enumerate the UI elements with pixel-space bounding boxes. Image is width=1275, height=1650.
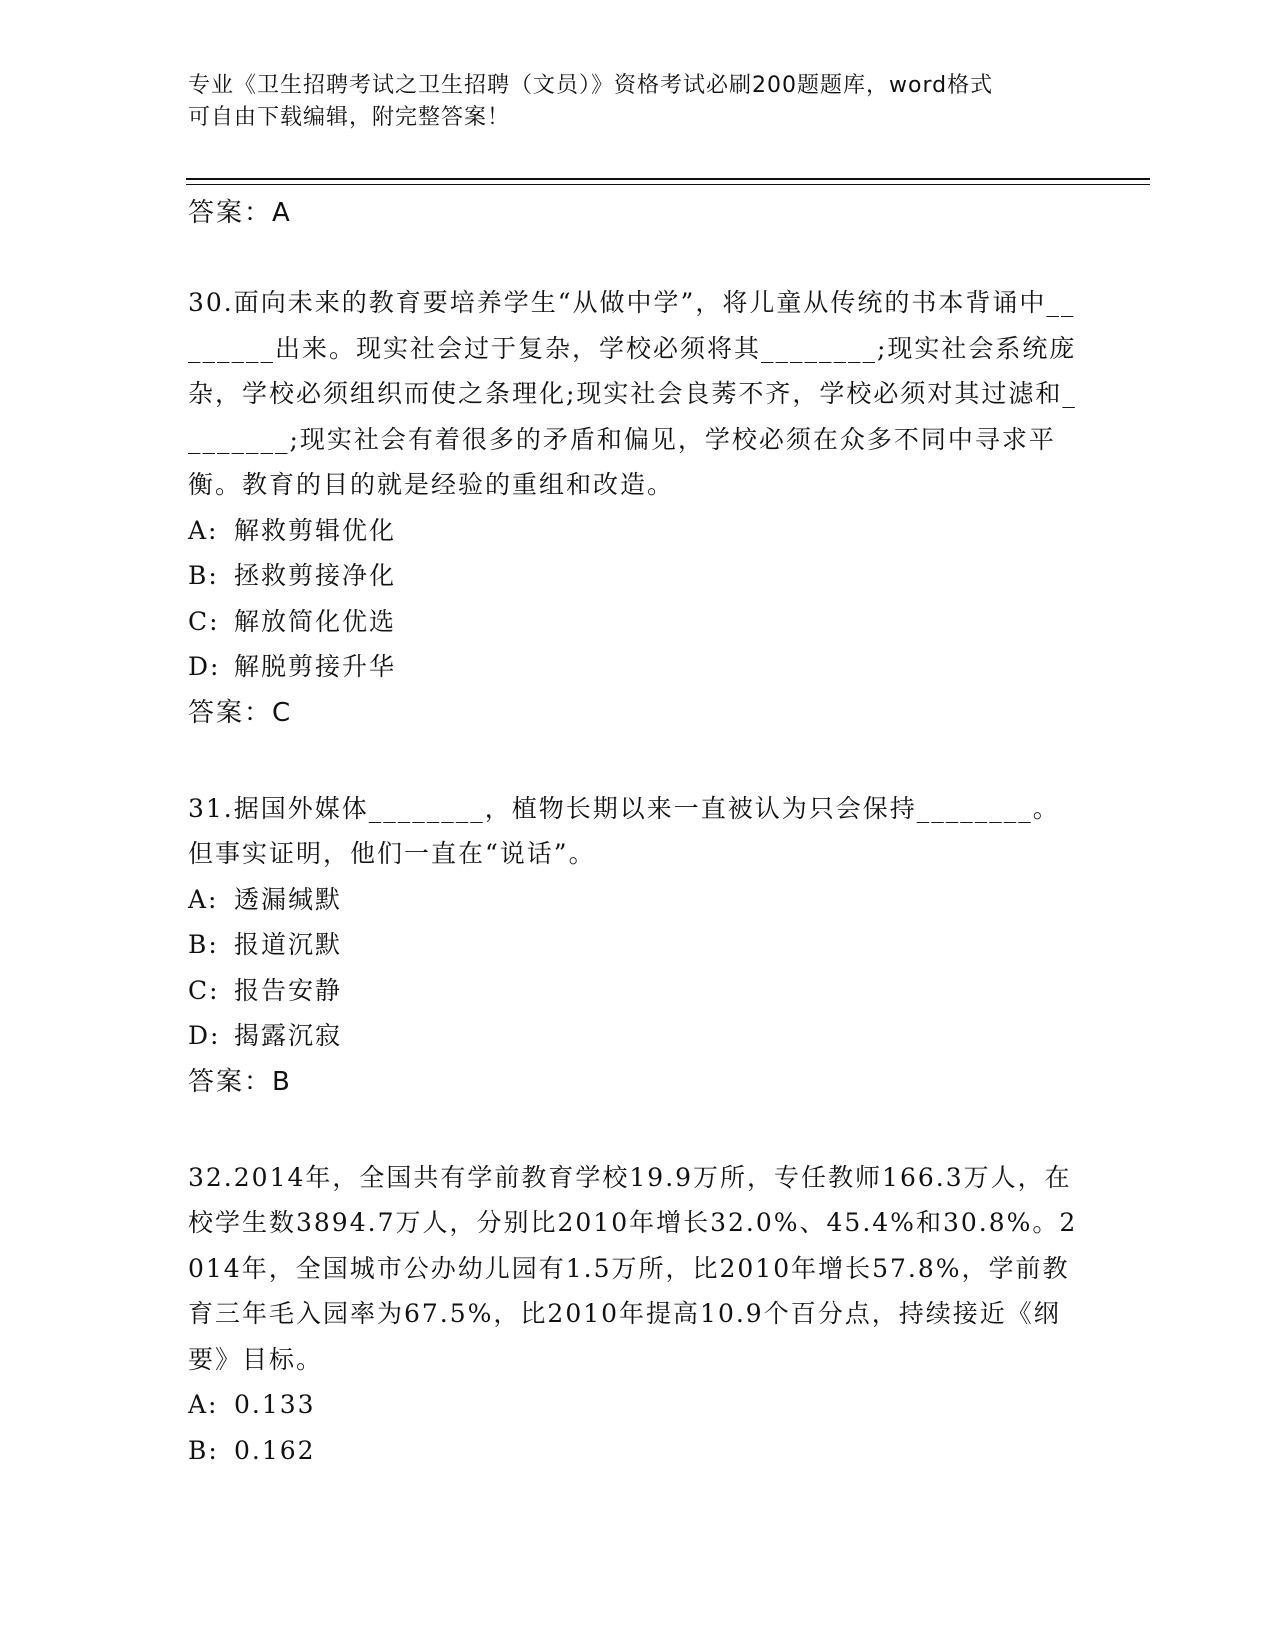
answer-value: A: [272, 198, 292, 228]
answer-prefix: 答案：: [188, 1066, 273, 1097]
option-text: 解救剪辑优化: [234, 515, 397, 545]
option-text: 解放简化优选: [234, 606, 397, 636]
option-letter: D:: [188, 652, 221, 681]
answer-line: [188, 1059, 1078, 1105]
question-text: 32.2014年，全国共有学前教育学校19.9万所，专任教师166.3万人，在校学生数3894.7万人，分别比2010年增长32.0%、45.4%和30.8%。2014年，全国城市公办幼儿园有1.5万所，比2010年增长57.8%，学前教育三年毛入园率为67.5%，比2010年提高10.9个百分点，持续接近《纲要》目标。: [188, 1162, 1078, 1374]
answer-line: [188, 690, 1078, 736]
option-text: 拯救剪接净化: [234, 561, 397, 590]
document-header: [188, 70, 1068, 134]
option-letter: A:: [188, 515, 219, 545]
option-b: [188, 922, 1078, 968]
header-rule-thin: [186, 184, 1150, 185]
option-text: 解脱剪接升华: [234, 652, 397, 681]
answer-value: C: [272, 697, 293, 728]
option-text: 0.162: [234, 1435, 316, 1465]
answer-value: B: [272, 1066, 292, 1097]
spacer: [188, 736, 1078, 786]
spacer: [188, 236, 1078, 286]
option-a: [188, 508, 1078, 554]
question-block: [188, 1155, 1078, 1474]
option-letter: A:: [188, 884, 219, 914]
question-text: 31.据国外媒体________，植物长期以来一直被认为只会保持________。但事实证明，他们一直在“说话”。: [188, 793, 1060, 868]
answer-prefix: 答案：: [188, 697, 273, 728]
question-block: [188, 786, 1078, 1105]
option-letter: C:: [188, 975, 220, 1005]
option-d: [188, 644, 1078, 690]
question-block: [188, 280, 1078, 736]
header-line-2: 可自由下载编辑，附完整答案！: [188, 105, 511, 130]
header-line-1: 专业《卫生招聘考试之卫生招聘（文员）》资格考试必刷200题题库，word格式: [188, 73, 994, 98]
answer-prefix: 答案：: [188, 198, 273, 228]
option-b: [188, 553, 1078, 599]
spacer: [188, 1105, 1078, 1155]
option-text: 透漏缄默: [234, 884, 343, 914]
option-c: [188, 599, 1078, 645]
option-letter: D:: [188, 1021, 221, 1050]
option-text: 揭露沉寂: [234, 1021, 343, 1050]
option-text: 报道沉默: [234, 930, 343, 959]
option-letter: B:: [188, 561, 219, 590]
option-letter: B:: [188, 930, 219, 959]
option-letter: B:: [188, 1435, 219, 1465]
option-a: [188, 877, 1078, 923]
document-body: [188, 190, 1078, 1473]
answer-line: [188, 190, 1078, 236]
option-letter: C:: [188, 606, 220, 636]
option-a: [188, 1382, 1078, 1428]
option-text: 报告安静: [234, 975, 343, 1005]
question-text: 30.面向未来的教育要培养学生“从做中学”，将儿童从传统的书本背诵中________出来。现实社会过于复杂，学校必须将其________;现实社会系统庞杂，学校必须组织而使之条理化;现实社会良莠不齐，学校必须对其过滤和________;现实社会有着很多的矛盾和偏见，学校必须在众多不同中寻求平衡。教育的目的就是经验的重组和改造。: [188, 288, 1077, 499]
header-rule-thick: [186, 178, 1150, 180]
option-text: 0.133: [234, 1390, 316, 1419]
option-d: [188, 1013, 1078, 1059]
option-c: [188, 968, 1078, 1014]
option-letter: A:: [188, 1390, 219, 1419]
option-b: [188, 1428, 1078, 1474]
